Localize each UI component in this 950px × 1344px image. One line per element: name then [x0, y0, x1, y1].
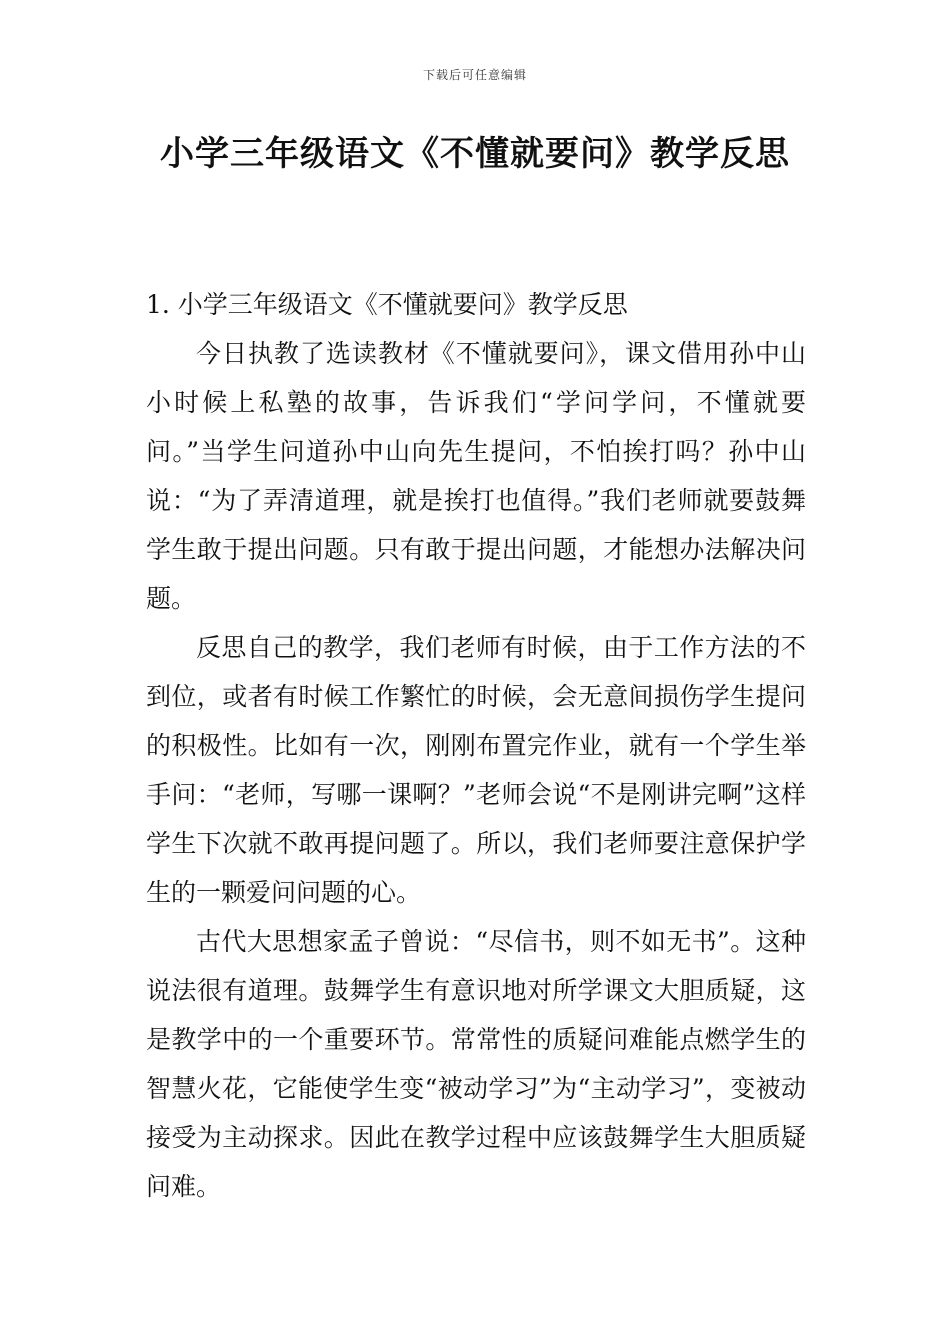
paragraph-2: 反思自己的教学，我们老师有时候，由于工作方法的不到位，或者有时候工作繁忙的时候，会无意间损伤学生提问的积极性。比如有一次，刚刚布置完作业，就有一个学生举手问：“老师，写哪一课啊？”老师会说“不是刚讲完啊”这样学生下次就不敢再提问题了。所以，我们老师要注意保护学生的一颗爱问问题的心。 [146, 633, 806, 907]
document-title: 小学三年级语文《不懂就要问》教学反思 [160, 134, 790, 174]
paragraph-3: 古代大思想家孟子曾说：“尽信书，则不如无书”。这种说法很有道理。鼓舞学生有意识地对所学课文大胆质疑，这是教学中的一个重要环节。常常性的质疑问难能点燃学生的智慧火花，它能使学生变“被动学习”为“主动学习”，变被动接受为主动探求。因此在教学过程中应该鼓舞学生大胆质疑问难。 [146, 927, 806, 1201]
paragraph-1: 今日执教了选读教材《不懂就要问》，课文借用孙中山小时候上私塾的故事，告诉我们“学问学问，不懂就要问。”当学生问道孙中山向先生提问，不怕挨打吗？孙中山说：“为了弄清道理，就是挨打也值得。”我们老师就要鼓舞学生敢于提出问题。只有敢于提出问题，才能想办法解决问题。 [146, 339, 806, 613]
document-body [146, 280, 806, 1211]
section-heading: 1. 小学三年级语文《不懂就要问》教学反思 [146, 290, 628, 319]
header-note: 下载后可任意编辑 [422, 68, 527, 82]
